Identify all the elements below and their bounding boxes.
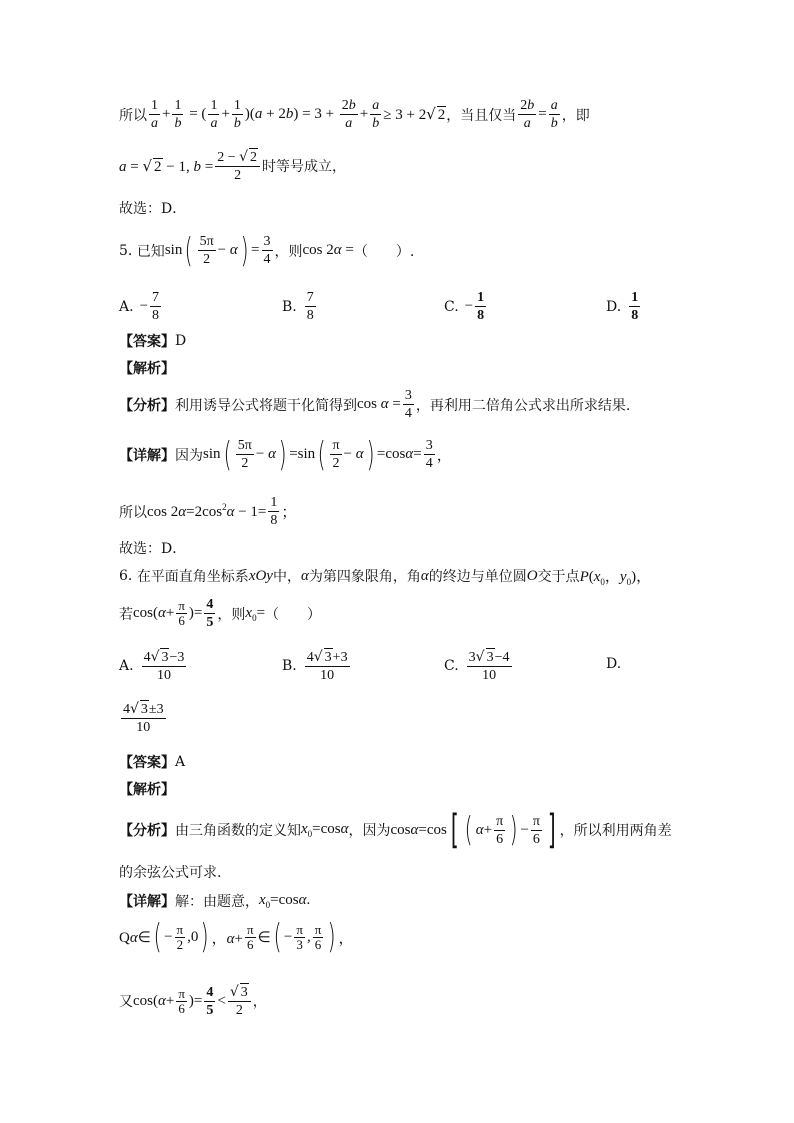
text-suffix: ，当且仅当 (446, 107, 517, 124)
question-6-stem-2: 若 cos(α+ $\frac{\pi}{6}$ )= $\frac{4}{5}$ ，则 $x_0=$ （ ） (119, 597, 322, 630)
option-d[interactable]: D. $\frac{1}{8}$ (606, 290, 639, 323)
derivation-line-2: a = √ 2 − 1, b = $\frac{2 - √ 2}{2}$ 时等号成立， (119, 149, 347, 183)
q6-step-2: Qα∈ ( − $\frac{\pi}{2}$ ,0 ) ，α+ $\frac{\pi}{6}$ ∈ ( − $\frac{\pi}{3}$ , $\frac{\pi}{6}$ ) ， (119, 917, 354, 957)
answer-line: 故选：D． (119, 201, 187, 217)
question-number: 6. (119, 568, 133, 584)
q5-answer: 【答案】 D (119, 333, 187, 350)
question-6-stem: 6. 在平面直角坐标系 xOy 中， α 为第四象限角，角 α 的终边与单位圆 O 交于点 $P(x_0$，$y_0$)， (119, 567, 652, 587)
option-a[interactable]: A. − $\frac{7}{8}$ (119, 290, 160, 323)
option-c[interactable]: C. − $\frac{1}{8}$ (444, 290, 485, 323)
option-a[interactable]: A. $\frac{4√ 3-3}{10}$ (119, 649, 185, 683)
question-5-stem: 5. 已知 sin ( $\frac{5\pi}{2}$ − α ) = $\frac{3}{4}$ ，则 cos 2α = （ ）. (119, 230, 415, 271)
q6-answer: 【答案】 A (119, 754, 186, 771)
derivation-line-1: 所以 $\frac{1}{a}$ + $\frac{1}{b}$ = ( $\frac{1}{a}$ + $\frac{1}{b}$ )(a + 2b) = 3 + $\frac{2b}{a}$ + $\frac{a}{b}$ ≥ 3 + 2√ 2 ，当且仅当 $\frac{2b}{a}$ = $\frac{a}{b}$ ，即 (119, 98, 590, 131)
q5-xiangjie: 【详解】 因为 sin ( $\frac{5\pi}{2}$ − α ) =sin ( $\frac{\pi}{2}$ − α ) =cosα= $\frac{3}{4}$ ， (119, 434, 452, 475)
option-d[interactable]: $\frac{4√ 3\pm 3}{10}$ (123, 701, 164, 735)
q6-fenxi-2: 的余弦公式可求. (119, 865, 222, 881)
q6-fenxi: 【分析】 由三角函数的定义知 $x_0=\cos\alpha$ ，因为 cosα=cos [ ( α + $\frac{\pi}{6}$ ) − $\frac{\pi}{6}$ ] ，所以利用两角差 (119, 807, 672, 853)
option-c[interactable]: C. $\frac{3√ 3-4}{10}$ (444, 649, 510, 683)
text-prefix: 所以 (119, 107, 147, 124)
q5-choose: 故选：D． (119, 541, 187, 557)
option-d-label[interactable]: D. (606, 656, 622, 672)
q5-jiexi: 【解析】 (119, 361, 175, 377)
question-number: 5. (119, 242, 133, 259)
q6-xiangjie: 【详解】 解：由题意， $x_0=\cos\alpha$. (119, 892, 311, 910)
q5-fenxi: 【分析】 利用诱导公式将题干化简得到 cos α = $\frac{3}{4}$ ，再利用二倍角公式求出所求结果. (119, 388, 631, 421)
option-b[interactable]: B. $\frac{4√ 3+3}{10}$ (282, 649, 348, 683)
q5-so: 所以 $\cos 2\alpha=2\cos^2\alpha - 1=$ $\frac{1}{8}$ ； (119, 495, 297, 528)
text-suffix: 时等号成立， (262, 159, 347, 175)
q6-step-3: 又 cos(α+ $\frac{\pi}{6}$ )= $\frac{4}{5}$ < $\frac{√ 3}{2}$ ， (119, 984, 267, 1018)
q6-jiexi: 【解析】 (119, 782, 175, 798)
option-b[interactable]: B. $\frac{7}{8}$ (282, 290, 314, 323)
text-tail: ，即 (561, 107, 590, 124)
